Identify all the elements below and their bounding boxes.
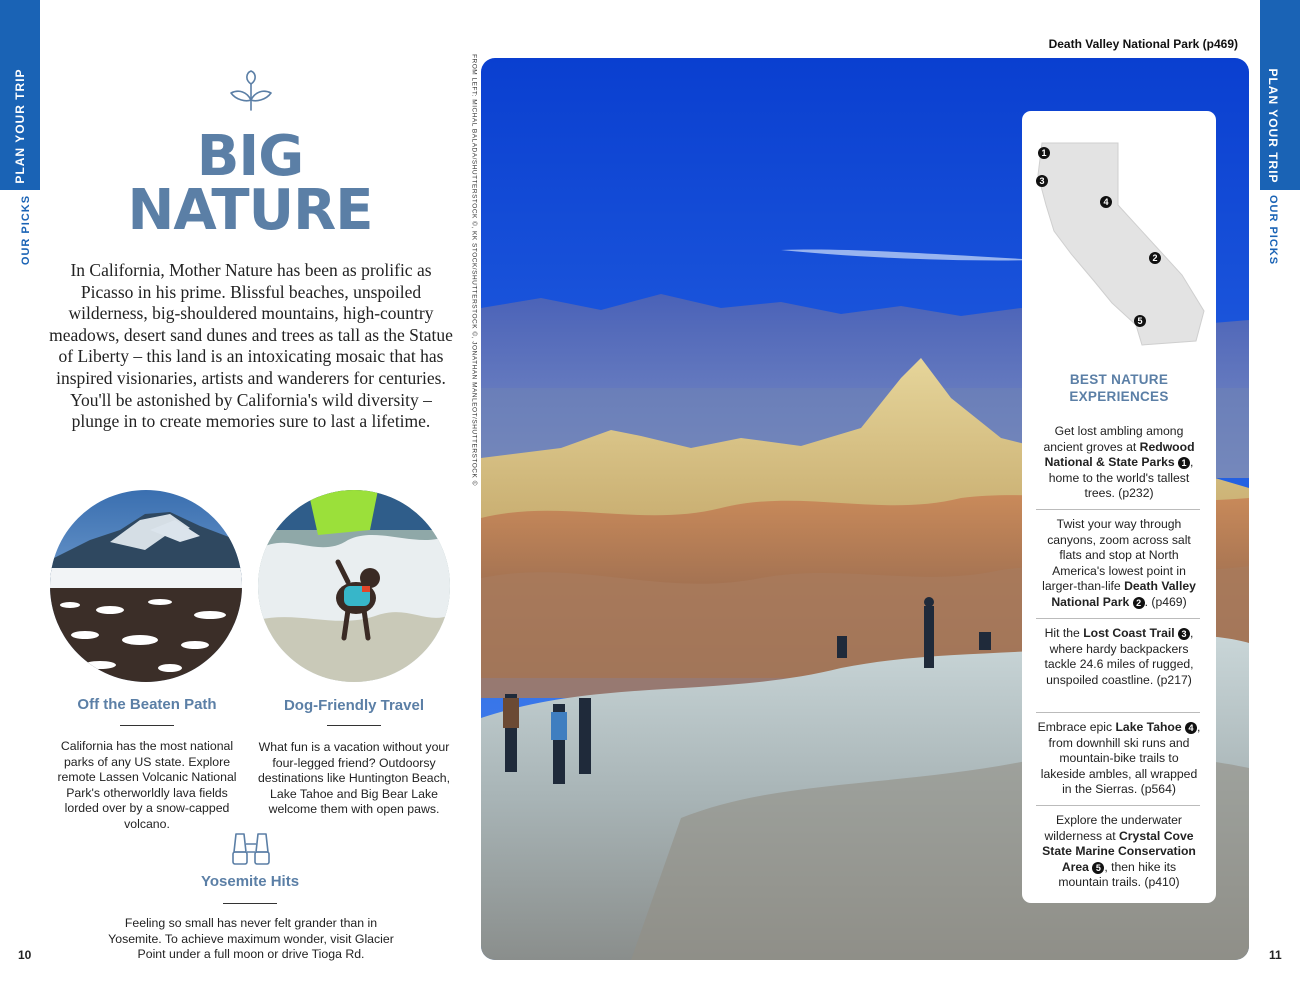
intro-paragraph: In California, Mother Nature has been as prolific as Picasso in his prime. Blissful beaches, unspoiled wilderness, big-shouldered mountains, high-country meadows, desert sand dunes and trees as tall as the Statue of Liberty – this land is an intoxicating mosaic that has inspired visionaries, artists and wanderers for centuries. You'll be astonished by California's wild diversity – plunge in to create memories sure to last a lifetime.: [49, 260, 453, 432]
title-line-1: BIG: [196, 124, 304, 189]
experience-text: Embrace epic: [1037, 720, 1116, 734]
experience-item: [1036, 424, 1202, 502]
experience-text: , home to the world's tallest trees. (p232): [1048, 455, 1194, 501]
experience-item: [1036, 626, 1202, 688]
experience-text: , where hardy backpackers tackle 24.6 miles of rugged, unspoiled coastline. (p217): [1044, 626, 1194, 687]
best-nature-experiences-panel: [1022, 111, 1216, 903]
experience-item: [1036, 720, 1202, 798]
feature-rule-2: [327, 725, 381, 726]
experience-text: , then hike its mountain trails. (p410): [1058, 859, 1180, 890]
experience-item: [1036, 517, 1202, 611]
panel-separator: [1036, 712, 1200, 713]
page-title: [60, 124, 440, 243]
our-picks-label-left: OUR PICKS: [20, 194, 32, 266]
experience-text: . (p469): [1144, 594, 1187, 609]
experience-text: Explore the underwater wilderness at: [1044, 813, 1182, 843]
california-map: [1032, 135, 1212, 350]
feature-heading-off-beaten-path: Off the Beaten Path: [77, 696, 217, 713]
map-marker-1: 1: [1038, 147, 1050, 159]
feature-text-off-beaten-path: California has the most national parks of any US state. Explore remote Lassen Volcanic National Park's otherworldly lava fields lorded over by a snow-capped volcano.: [57, 739, 237, 831]
title-line-2: NATURE: [127, 178, 373, 243]
experience-number: 4: [1185, 722, 1197, 734]
plan-your-trip-label-left: PLAN YOUR TRIP: [13, 68, 27, 184]
feature-heading-dog-friendly: Dog-Friendly Travel: [283, 697, 425, 714]
experience-place: Lost Coast Trail: [1083, 626, 1175, 640]
map-marker-3: 3: [1036, 175, 1048, 187]
feature-rule-1: [120, 725, 174, 726]
panel-separator: [1036, 805, 1200, 806]
panel-heading: BEST NATURE EXPERIENCES: [1069, 372, 1169, 404]
dog-in-surf-photo: [258, 490, 450, 682]
map-marker-2: 2: [1149, 252, 1161, 264]
volcano-photo: [50, 490, 242, 682]
experience-place: Crystal Cove State Marine Conservation Area: [1042, 828, 1196, 874]
feature-heading-yosemite: Yosemite Hits: [200, 873, 300, 890]
experience-item: [1036, 813, 1202, 891]
leaf-icon: [228, 70, 274, 112]
feature-text-dog-friendly: What fun is a vacation without your four-legged friend? Outdoorsy destinations like Huntington Beach, Lake Tahoe and Big Bear Lake welcome them with open paws.: [257, 740, 451, 817]
experience-text: Twist your way through canyons, zoom across salt flats and stop at North America's lowest point in larger-than-life: [1042, 517, 1191, 594]
experience-place: Lake Tahoe: [1115, 720, 1182, 734]
plan-your-trip-label-right: PLAN YOUR TRIP: [1266, 68, 1280, 184]
photo-credit: FROM LEFT: MICHAL BALADA/SHUTTERSTOCK ©, KK STOCK/SHUTTERSTOCK ©, JONATHAN MANLEOT/SHUTTERSTOCK ©: [470, 54, 478, 486]
panel-separator: [1036, 509, 1200, 510]
page-number-right: 11: [1269, 948, 1282, 962]
experience-number: 1: [1178, 457, 1190, 469]
experience-text: Get lost ambling among ancient groves at: [1043, 424, 1184, 454]
experience-place: Redwood National & State Parks: [1044, 439, 1195, 470]
experience-text: Hit the: [1044, 626, 1084, 640]
panel-separator: [1036, 618, 1200, 619]
experience-place: Death Valley National Park: [1051, 579, 1196, 609]
experience-number: 2: [1133, 597, 1145, 609]
feature-text-yosemite: Feeling so small has never felt grander than in Yosemite. To achieve maximum wonder, visit Glacier Point under a full moon or drive Tioga Rd.: [108, 916, 394, 962]
our-picks-label-right: OUR PICKS: [1267, 194, 1279, 266]
map-marker-5: 5: [1134, 315, 1146, 327]
experience-number: 3: [1178, 628, 1190, 640]
experience-text: , from downhill ski runs and mountain-bike trails to lakeside ambles, all wrapped in the Sierras. (p564): [1040, 720, 1201, 797]
page-number-left: 10: [18, 948, 32, 962]
map-marker-4: 4: [1100, 196, 1112, 208]
binoculars-icon: [230, 830, 272, 866]
experience-number: 5: [1092, 862, 1104, 874]
feature-rule-3: [223, 903, 277, 904]
photo-caption: Death Valley National Park (p469): [1048, 37, 1238, 51]
